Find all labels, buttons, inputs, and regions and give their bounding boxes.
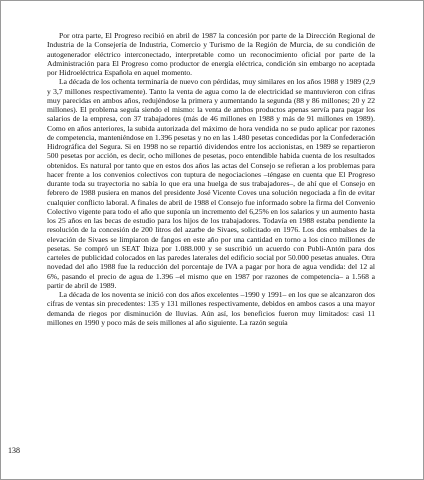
- paragraph-3: La década de los noventa se inició con dos años excelentes –1990 y 1991– en los que se alcanzaron dos cifras de ventas sin precedentes: 135 y 131 millones respectivamente, debidos en ambos casos a una mayor demanda de riegos por disminución de lluvias. Aún así, los beneficios fueron muy limitados: casi 11 millones en 1990 y poco más de seis millones al año siguiente. La razón seguía: [47, 290, 375, 327]
- paragraph-2: La década de los ochenta terminaría de nuevo con pérdidas, muy similares en los años 1988 y 1989 (2,9 y 3,7 millones respectivamente). Tanto la venta de agua como la de electricidad se mantuvieron con cifras muy parecidas en ambos años, redujéndose la primera y aumentando la segunda (88 y 86 millones; 20 y 22 millones). El problema seguía siendo el mismo: la venta de ambos productos apenas servía para pagar los salarios de la empresa, con 37 trabajadores (más de 46 millones en 1988 y más de 91 millones en 1989). Como en años anteriores, la subida autorizada del máximo de hora vendida no se pudo aplicar por razones de competencia, manteniéndose en 1.396 pesetas y no en las 1.480 pesetas concedidas por la Confederación Hidrográfica del Segura. Si en 1998 no se repartió dividendos entre los accionistas, en 1989 se repartieron 500 pesetas por acción, es decir, ocho millones de pesetas, poco entendible habida cuenta de los resultados obtenidos. Es natural por tanto que en estos dos años las actas del Consejo se refieran a los problemas para hacer frente a los convenios colectivos con tuptura de negociaciones –téngase en cuenta que El Progreso durante toda su trayectoria no sabía lo que era una huelga de sus trabajadores–, de ahí que el Consejo en febrero de 1988 pusiera en manos del presidente José Vicente Coves una solución negociada a fin de evitar cualquier conflicto laboral. A finales de abril de 1988 el Consejo fue informado sobre la firma del Convenio Colectivo vigente para todo el año que suponía un incremento del 6,25% en los salarios y un aumento hasta los 25 años en las becas de estudio para los hijos de los trabajadores. Todavía en 1988 estaba pendiente la resolución de la concesión de 200 litros del azarbe de Sivaes, solicitado en 1976. Los dos embalses de la elevación de Sivaes se limpiaron de fangos en este año por una cantidad en torno a los cinco millones de pesetas. Se compró un SEAT Ibiza por 1.088.000 y se suscribió un acuerdo con Publi-Antón para dos carteles de publicidad colocados en las paredes laterales del edificio social por 50.000 pesetas anuales. Otra novedad del año 1988 fue la reducción del porcentaje de IVA a pagar por hora de agua vendida: del 12 al 6%, pasando el precio de agua de 1.396 –el mismo que en 1987 por razones de competencia– a 1.568 a partir de abril de 1989.: [47, 77, 375, 290]
- paragraph-1: Por otra parte, El Progreso recibió en abril de 1987 la concesión por parte de la Dirección Regional de Industria de la Consejería de Industria, Comercio y Turismo de la Región de Murcia, de su condición de autogenerador eléctrico interconectado, interpretable como un reconocimiento oficial por parte de la Administración para El Progreso como productor de energía eléctrica, condición sin embargo no aceptada por Hidroeléctrica Española en aquel momento.: [47, 31, 375, 77]
- body-text: [47, 31, 375, 327]
- page-number: 138: [8, 446, 20, 455]
